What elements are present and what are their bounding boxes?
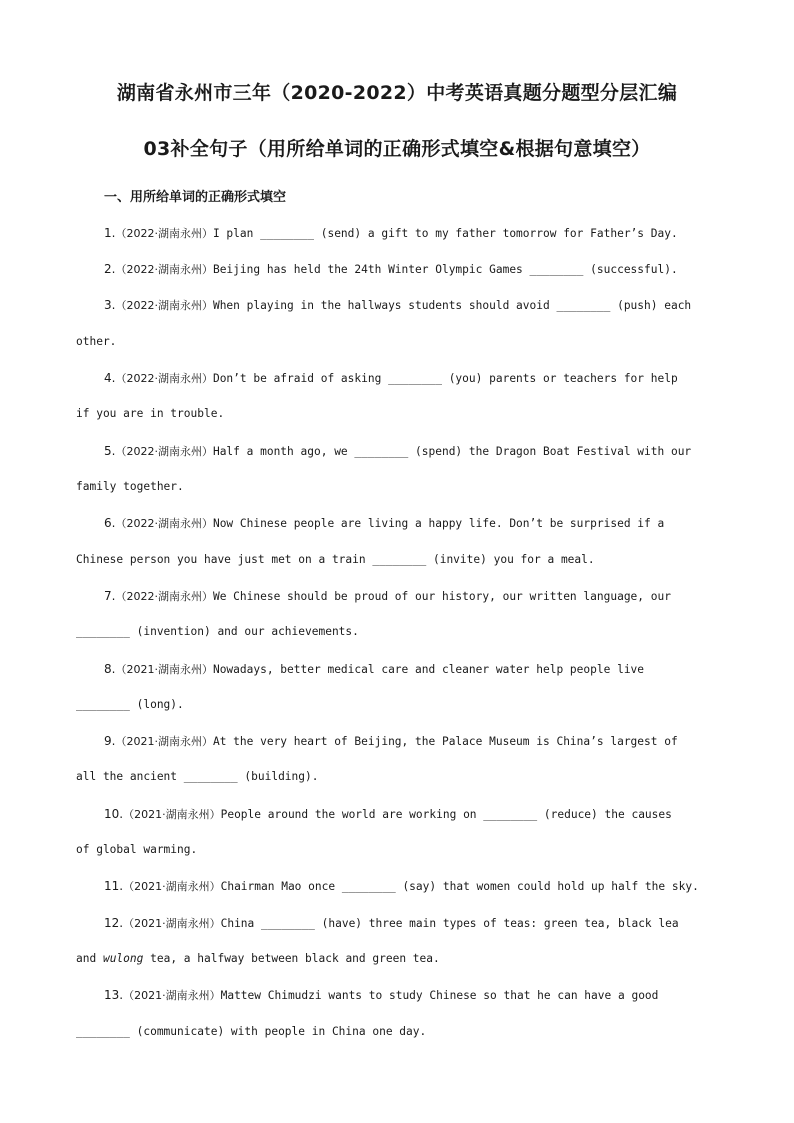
question-9: 9.（2021·湖南永州）At the very heart of Beijing, the Palace Museum is China’s largest of	[104, 734, 678, 748]
question-10-continuation: of global warming.	[76, 843, 198, 856]
question-7: 7.（2022·湖南永州）We Chinese should be proud of our history, our written language, our	[104, 589, 671, 603]
question-1: 1.（2022·湖南永州）I plan ________ (send) a gift to my father tomorrow for Father’s Day.	[104, 226, 678, 240]
question-3-continuation: other.	[76, 335, 117, 348]
question-9-continuation: all the ancient ________ (building).	[76, 770, 319, 783]
question-8: 8.（2021·湖南永州）Nowadays, better medical care and cleaner water help people live	[104, 662, 645, 676]
question-10: 10.（2021·湖南永州）People around the world are working on ________ (reduce) the causes	[104, 807, 672, 821]
question-13: 13.（2021·湖南永州）Mattew Chimudzi wants to study Chinese so that he can have a good	[104, 988, 659, 1002]
question-4: 4.（2022·湖南永州）Don’t be afraid of asking ________ (you) parents or teachers for help	[104, 371, 678, 385]
document-subtitle: 03补全句子（用所给单词的正确形式填空&根据句意填空）	[143, 138, 651, 160]
question-13-continuation: ________ (communicate) with people in China one day.	[76, 1025, 427, 1038]
question-5-continuation: family together.	[76, 480, 184, 493]
document-title: 湖南省永州市三年（2020-2022）中考英语真题分题型分层汇编	[116, 82, 678, 104]
question-2: 2.（2022·湖南永州）Beijing has held the 24th Winter Olympic Games ________ (successful).	[104, 262, 678, 276]
question-3: 3.（2022·湖南永州）When playing in the hallways students should avoid ________ (push) each	[104, 298, 692, 312]
question-5: 5.（2022·湖南永州）Half a month ago, we ________ (spend) the Dragon Boat Festival with our	[104, 444, 692, 458]
question-4-continuation: if you are in trouble.	[76, 407, 225, 420]
italic-term: wulong	[102, 952, 144, 965]
question-11: 11.（2021·湖南永州）Chairman Mao once ________ (say) that women could hold up half the sky.	[104, 879, 699, 893]
question-6-continuation: Chinese person you have just met on a train ________ (invite) you for a meal.	[76, 553, 595, 566]
question-8-continuation: ________ (long).	[76, 698, 184, 711]
section-heading: 一、用所给单词的正确形式填空	[104, 190, 287, 205]
question-12: 12.（2021·湖南永州）China ________ (have) three main types of teas: green tea, black lea	[104, 916, 679, 930]
question-12-continuation: and wulong tea, a halfway between black and green tea.	[76, 952, 440, 965]
question-7-continuation: ________ (invention) and our achievements.	[76, 625, 359, 638]
question-6: 6.（2022·湖南永州）Now Chinese people are living a happy life. Don’t be surprised if a	[104, 516, 665, 530]
